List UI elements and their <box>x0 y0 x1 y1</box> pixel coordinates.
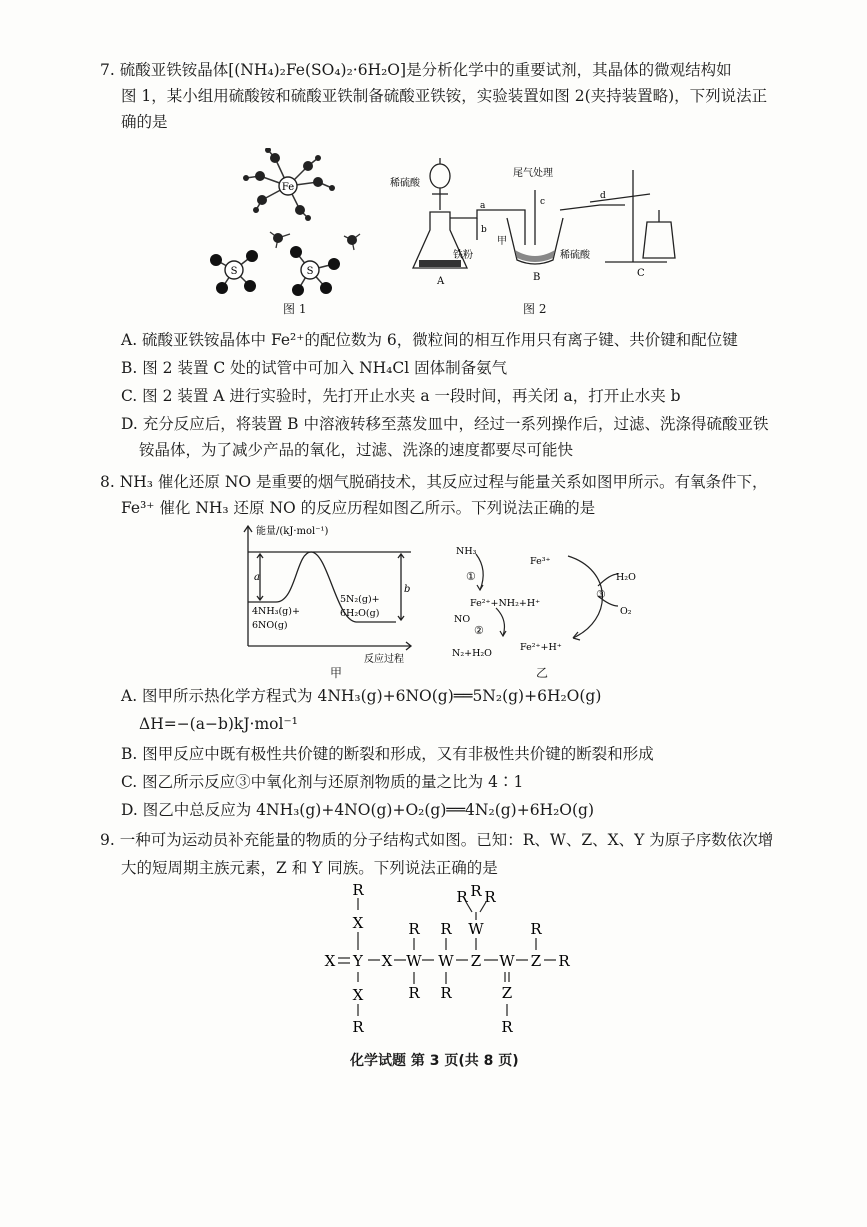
label-A: A <box>437 276 445 287</box>
reactants-line1: 4NH₃(g)+ <box>252 606 300 617</box>
q8-option-d: D. 图乙中总反应为 4NH₃(g)+4NO(g)+O₂(g)══4N₂(g)+6H₂O(g) <box>121 801 595 819</box>
dilute-h2so4-label: 稀硫酸 <box>390 178 420 189</box>
q9-line2: 大的短周期主族元素，Z 和 Y 同族。下列说法正确的是 <box>121 859 498 877</box>
q8-line1: 8. NH₃ 催化还原 NO 是重要的烟气脱硝技术，其反应过程与能量关系如图甲所示。有氧条件下， <box>100 473 768 491</box>
label-b: b <box>481 225 487 235</box>
q7-option-d-2: 铵晶体，为了减少产品的氧化，过滤、洗涤的速度都要尽可能快 <box>139 441 574 459</box>
q7-option-b: B. 图 2 装置 C 处的试管中可加入 NH₄Cl 固体制备氨气 <box>121 359 508 377</box>
q7-option-a: A. 硫酸亚铁铵晶体中 Fe²⁺的配位数为 6，微粒间的相互作用只有离子键、共价键和配位键 <box>121 331 738 349</box>
figure-2-apparatus <box>385 150 685 300</box>
label-C: C <box>637 268 645 279</box>
atom-x-1: X <box>352 914 364 932</box>
atom-z-1: Z <box>470 952 482 970</box>
tail-gas-label: 尾气处理 <box>513 168 553 179</box>
cycle-nh3: NH₃ <box>456 546 477 557</box>
figure-2-caption: 图 2 <box>523 302 547 316</box>
atom-r-2: R <box>352 1018 364 1036</box>
cycle-step3: ③ <box>596 588 606 601</box>
atom-w-3: W <box>499 952 515 970</box>
reaction-progress-label: 反应过程 <box>364 654 404 665</box>
jia-label: 甲 <box>497 236 507 247</box>
cycle-o2: O₂ <box>620 606 632 617</box>
cycle-fe2h: Fe²⁺+H⁺ <box>520 642 562 653</box>
cycle-step2: ② <box>474 624 484 637</box>
cycle-fe3: Fe³⁺ <box>530 556 551 567</box>
q8-option-a-1: A. 图甲所示热化学方程式为 4NH₃(g)+6NO(g)══5N₂(g)+6H₂O(g) <box>121 687 602 705</box>
figure-yi-catalytic-cycle <box>448 540 648 665</box>
atom-x-chain: X <box>381 952 393 970</box>
products-line2: 6H₂O(g) <box>340 608 380 619</box>
cycle-n2h2o: N₂+H₂O <box>452 648 492 659</box>
atom-r-1: R <box>352 881 364 899</box>
q8-option-a-2: ΔH=−(a−b)kJ·mol⁻¹ <box>139 715 298 733</box>
figure-1-caption: 图 1 <box>283 302 307 316</box>
q7-option-c: C. 图 2 装置 A 进行实验时，先打开止水夹 a 一段时间，再关闭 a，打开止水夹 b <box>121 387 681 405</box>
atom-r-w2-bottom: R <box>440 984 452 1002</box>
atom-r-top-mid: R <box>470 882 482 900</box>
fe-label: Fe <box>281 182 295 193</box>
atom-r-w2-top: R <box>440 920 452 938</box>
atom-w-2: W <box>438 952 454 970</box>
products-line1: 5N₂(g)+ <box>340 594 380 605</box>
atom-r-z2-top: R <box>530 920 542 938</box>
energy-axis-label: 能量/(kJ·mol⁻¹) <box>256 526 329 537</box>
energy-b-label: b <box>404 584 411 595</box>
figure-jia-caption: 甲 <box>330 666 343 680</box>
q8-option-c: C. 图乙所示反应③中氧化剂与还原剂物质的量之比为 4∶1 <box>121 773 524 791</box>
label-B: B <box>533 272 541 283</box>
cycle-step1: ① <box>466 570 476 583</box>
label-c: c <box>540 197 546 207</box>
iron-powder-label: 铁粉 <box>453 250 473 261</box>
q7-line2: 图 1，某小组用硫酸铵和硫酸亚铁制备硫酸亚铁铵，实验装置如图 2(夹持装置略)，下列说法正 <box>121 87 768 105</box>
atom-r-w3-bottom: R <box>501 1018 513 1036</box>
q9-line1: 9. 一种可为运动员补充能量的物质的分子结构式如图。已知：R、W、Z、X、Y 为原子序数依次增 <box>100 831 774 849</box>
atom-r-w1-bottom: R <box>408 984 420 1002</box>
cycle-no: NO <box>454 614 471 625</box>
atom-z-w3: Z <box>501 984 513 1002</box>
dilute-h2so4-b-label: 稀硫酸 <box>560 250 590 261</box>
q8-option-b: B. 图甲反应中既有极性共价键的断裂和形成，又有非极性共价键的断裂和形成 <box>121 745 654 763</box>
atom-w-top: W <box>468 920 484 938</box>
q7-option-d-1: D. 充分反应后，将装置 B 中溶液转移至蒸发皿中，经过一系列操作后，过滤、洗涤得硫酸亚铁 <box>121 415 769 433</box>
s-label-1: S <box>230 266 238 277</box>
atom-y: Y <box>353 952 363 970</box>
atom-r-top-right: R <box>484 888 496 906</box>
atom-x-left: X <box>324 952 336 970</box>
atom-r-top-left: R <box>456 888 468 906</box>
atom-x-2: X <box>352 986 364 1004</box>
figure-yi-caption: 乙 <box>536 666 549 680</box>
figure-1-crystal-structure <box>200 148 370 298</box>
figure-jia-energy-diagram <box>236 522 432 672</box>
q8-line2: Fe³⁺ 催化 NH₃ 还原 NO 的反应历程如图乙所示。下列说法正确的是 <box>121 499 596 517</box>
q7-line1: 7. 硫酸亚铁铵晶体[(NH₄)₂Fe(SO₄)₂·6H₂O]是分析化学中的重要试剂，其晶体的微观结构如 <box>100 61 732 79</box>
atom-r-right: R <box>558 952 570 970</box>
atom-w-1: W <box>406 952 422 970</box>
q7-line3: 确的是 <box>121 113 168 131</box>
label-a: a <box>480 201 486 211</box>
figure-molecular-structure <box>316 880 586 1040</box>
page-footer: 化学试题 第 3 页(共 8 页) <box>350 1053 519 1069</box>
label-d: d <box>600 191 606 201</box>
atom-z-2: Z <box>530 952 542 970</box>
energy-a-label: a <box>254 572 260 583</box>
cycle-h2o: H₂O <box>616 572 636 583</box>
atom-r-w1-top: R <box>408 920 420 938</box>
s-label-2: S <box>306 266 314 277</box>
reactants-line2: 6NO(g) <box>252 620 288 631</box>
cycle-mid: Fe²⁺+NH₂+H⁺ <box>470 598 541 609</box>
